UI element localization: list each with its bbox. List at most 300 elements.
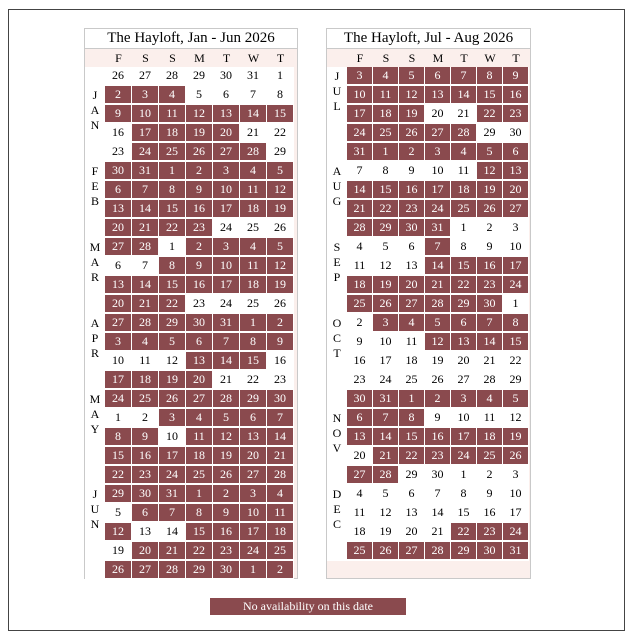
date-cell-unavailable[interactable]: 30 — [105, 162, 132, 181]
date-cell-unavailable[interactable]: 24 — [503, 523, 529, 542]
date-cell-available[interactable]: 23 — [186, 295, 213, 314]
date-cell-available[interactable]: 10 — [105, 352, 132, 371]
date-cell-unavailable[interactable]: 19 — [399, 105, 425, 124]
date-cell-unavailable[interactable]: 18 — [451, 181, 477, 200]
date-cell-unavailable[interactable]: 15 — [186, 523, 213, 542]
date-cell-unavailable[interactable]: 1 — [240, 561, 267, 580]
date-cell-unavailable[interactable]: 3 — [451, 390, 477, 409]
date-cell-unavailable[interactable]: 6 — [132, 504, 159, 523]
date-cell-available[interactable]: 21 — [451, 105, 477, 124]
date-cell-unavailable[interactable]: 31 — [347, 143, 373, 162]
date-cell-unavailable[interactable]: 12 — [213, 428, 240, 447]
date-cell-unavailable[interactable]: 26 — [373, 295, 399, 314]
date-cell-unavailable[interactable]: 2 — [213, 485, 240, 504]
date-cell-unavailable[interactable]: 14 — [373, 428, 399, 447]
date-cell-unavailable[interactable]: 20 — [399, 276, 425, 295]
date-cell-unavailable[interactable]: 31 — [132, 162, 159, 181]
date-cell-unavailable[interactable]: 15 — [373, 181, 399, 200]
date-cell-unavailable[interactable]: 5 — [503, 390, 529, 409]
date-cell-unavailable[interactable]: 14 — [132, 276, 159, 295]
date-cell-available[interactable]: 20 — [347, 447, 373, 466]
date-cell-available[interactable]: 10 — [451, 409, 477, 428]
date-cell-unavailable[interactable]: 13 — [503, 162, 529, 181]
date-cell-unavailable[interactable]: 12 — [267, 181, 294, 200]
date-cell-unavailable[interactable]: 9 — [132, 428, 159, 447]
date-cell-unavailable[interactable]: 9 — [186, 181, 213, 200]
date-cell-available[interactable]: 9 — [477, 238, 503, 257]
date-cell-unavailable[interactable]: 16 — [132, 447, 159, 466]
date-cell-available[interactable]: 9 — [425, 409, 451, 428]
date-cell-available[interactable]: 14 — [425, 504, 451, 523]
date-cell-unavailable[interactable]: 19 — [186, 124, 213, 143]
date-cell-available[interactable]: 16 — [267, 352, 294, 371]
date-cell-unavailable[interactable]: 12 — [267, 257, 294, 276]
date-cell-unavailable[interactable]: 26 — [477, 200, 503, 219]
date-cell-unavailable[interactable]: 2 — [425, 390, 451, 409]
date-cell-unavailable[interactable]: 20 — [240, 447, 267, 466]
date-cell-unavailable[interactable]: 7 — [425, 238, 451, 257]
date-cell-available[interactable]: 10 — [425, 162, 451, 181]
date-cell-unavailable[interactable]: 28 — [132, 238, 159, 257]
date-cell-unavailable[interactable]: 30 — [132, 485, 159, 504]
date-cell-unavailable[interactable]: 24 — [503, 276, 529, 295]
date-cell-unavailable[interactable]: 13 — [105, 276, 132, 295]
date-cell-unavailable[interactable]: 21 — [373, 447, 399, 466]
date-cell-unavailable[interactable]: 28 — [451, 124, 477, 143]
date-cell-unavailable[interactable]: 14 — [451, 86, 477, 105]
date-cell-unavailable[interactable]: 17 — [451, 428, 477, 447]
date-cell-unavailable[interactable]: 18 — [477, 428, 503, 447]
date-cell-unavailable[interactable]: 11 — [159, 105, 186, 124]
date-cell-available[interactable]: 7 — [132, 257, 159, 276]
date-cell-available[interactable]: 12 — [373, 504, 399, 523]
date-cell-unavailable[interactable]: 20 — [503, 181, 529, 200]
date-cell-unavailable[interactable]: 16 — [213, 523, 240, 542]
date-cell-unavailable[interactable]: 30 — [477, 295, 503, 314]
date-cell-available[interactable]: 5 — [373, 238, 399, 257]
date-cell-unavailable[interactable]: 18 — [186, 447, 213, 466]
date-cell-unavailable[interactable]: 19 — [477, 181, 503, 200]
date-cell-unavailable[interactable]: 27 — [105, 238, 132, 257]
date-cell-unavailable[interactable]: 20 — [213, 124, 240, 143]
date-cell-unavailable[interactable]: 4 — [159, 86, 186, 105]
date-cell-available[interactable]: 21 — [477, 352, 503, 371]
date-cell-unavailable[interactable]: 14 — [240, 105, 267, 124]
date-cell-unavailable[interactable]: 21 — [347, 200, 373, 219]
date-cell-available[interactable]: 10 — [159, 428, 186, 447]
date-cell-available[interactable]: 2 — [477, 219, 503, 238]
date-cell-unavailable[interactable]: 21 — [132, 219, 159, 238]
date-cell-unavailable[interactable]: 2 — [105, 86, 132, 105]
date-cell-unavailable[interactable]: 4 — [186, 409, 213, 428]
date-cell-available[interactable]: 9 — [399, 162, 425, 181]
date-cell-unavailable[interactable]: 5 — [425, 314, 451, 333]
date-cell-unavailable[interactable]: 23 — [477, 523, 503, 542]
date-cell-available[interactable]: 28 — [477, 371, 503, 390]
date-cell-available[interactable]: 8 — [373, 162, 399, 181]
date-cell-available[interactable]: 20 — [451, 352, 477, 371]
date-cell-available[interactable]: 29 — [503, 371, 529, 390]
date-cell-unavailable[interactable]: 9 — [213, 504, 240, 523]
date-cell-unavailable[interactable]: 17 — [213, 200, 240, 219]
date-cell-unavailable[interactable]: 10 — [240, 504, 267, 523]
date-cell-unavailable[interactable]: 21 — [425, 276, 451, 295]
date-cell-unavailable[interactable]: 29 — [240, 390, 267, 409]
date-cell-available[interactable]: 13 — [399, 504, 425, 523]
date-cell-unavailable[interactable]: 25 — [477, 447, 503, 466]
date-cell-unavailable[interactable]: 6 — [105, 181, 132, 200]
date-cell-unavailable[interactable]: 28 — [159, 561, 186, 580]
date-cell-available[interactable]: 1 — [267, 67, 294, 86]
date-cell-unavailable[interactable]: 25 — [373, 124, 399, 143]
date-cell-available[interactable]: 5 — [186, 86, 213, 105]
date-cell-available[interactable]: 13 — [399, 257, 425, 276]
date-cell-unavailable[interactable]: 20 — [105, 219, 132, 238]
date-cell-available[interactable]: 21 — [425, 523, 451, 542]
date-cell-unavailable[interactable]: 11 — [267, 504, 294, 523]
date-cell-unavailable[interactable]: 26 — [159, 390, 186, 409]
date-cell-available[interactable]: 29 — [399, 466, 425, 485]
date-cell-unavailable[interactable]: 29 — [373, 219, 399, 238]
date-cell-available[interactable]: 16 — [105, 124, 132, 143]
date-cell-unavailable[interactable]: 23 — [425, 447, 451, 466]
date-cell-unavailable[interactable]: 25 — [267, 542, 294, 561]
date-cell-available[interactable]: 1 — [503, 295, 529, 314]
date-cell-unavailable[interactable]: 3 — [425, 143, 451, 162]
date-cell-unavailable[interactable]: 20 — [186, 371, 213, 390]
date-cell-unavailable[interactable]: 25 — [132, 390, 159, 409]
date-cell-unavailable[interactable]: 7 — [477, 314, 503, 333]
date-cell-unavailable[interactable]: 1 — [240, 314, 267, 333]
date-cell-unavailable[interactable]: 2 — [267, 561, 294, 580]
date-cell-available[interactable]: 27 — [132, 67, 159, 86]
date-cell-unavailable[interactable]: 24 — [159, 466, 186, 485]
date-cell-available[interactable]: 5 — [105, 504, 132, 523]
date-cell-unavailable[interactable]: 14 — [267, 428, 294, 447]
date-cell-unavailable[interactable]: 8 — [240, 333, 267, 352]
date-cell-unavailable[interactable]: 1 — [159, 162, 186, 181]
date-cell-unavailable[interactable]: 11 — [240, 181, 267, 200]
date-cell-available[interactable]: 19 — [425, 352, 451, 371]
date-cell-unavailable[interactable]: 12 — [399, 86, 425, 105]
date-cell-unavailable[interactable]: 10 — [213, 257, 240, 276]
date-cell-unavailable[interactable]: 17 — [159, 447, 186, 466]
date-cell-available[interactable]: 8 — [451, 238, 477, 257]
date-cell-unavailable[interactable]: 27 — [399, 295, 425, 314]
date-cell-available[interactable]: 29 — [186, 67, 213, 86]
date-cell-unavailable[interactable]: 22 — [477, 105, 503, 124]
date-cell-unavailable[interactable]: 29 — [186, 561, 213, 580]
date-cell-unavailable[interactable]: 13 — [213, 105, 240, 124]
date-cell-unavailable[interactable]: 30 — [267, 390, 294, 409]
date-cell-available[interactable]: 17 — [373, 352, 399, 371]
date-cell-unavailable[interactable]: 16 — [399, 181, 425, 200]
date-cell-unavailable[interactable]: 3 — [373, 314, 399, 333]
date-cell-unavailable[interactable]: 14 — [477, 333, 503, 352]
date-cell-available[interactable]: 30 — [503, 124, 529, 143]
date-cell-available[interactable]: 1 — [451, 219, 477, 238]
date-cell-unavailable[interactable]: 4 — [132, 333, 159, 352]
date-cell-unavailable[interactable]: 5 — [399, 67, 425, 86]
date-cell-unavailable[interactable]: 15 — [267, 105, 294, 124]
date-cell-unavailable[interactable]: 29 — [451, 295, 477, 314]
date-cell-unavailable[interactable]: 5 — [477, 143, 503, 162]
date-cell-unavailable[interactable]: 16 — [477, 257, 503, 276]
date-cell-unavailable[interactable]: 7 — [267, 409, 294, 428]
date-cell-unavailable[interactable]: 10 — [347, 86, 373, 105]
date-cell-unavailable[interactable]: 15 — [240, 352, 267, 371]
date-cell-available[interactable]: 21 — [240, 124, 267, 143]
date-cell-unavailable[interactable]: 14 — [347, 181, 373, 200]
date-cell-unavailable[interactable]: 8 — [186, 504, 213, 523]
date-cell-unavailable[interactable]: 15 — [451, 257, 477, 276]
date-cell-unavailable[interactable]: 23 — [132, 466, 159, 485]
date-cell-unavailable[interactable]: 9 — [186, 257, 213, 276]
date-cell-available[interactable]: 6 — [105, 257, 132, 276]
date-cell-unavailable[interactable]: 19 — [267, 276, 294, 295]
date-cell-available[interactable]: 2 — [347, 314, 373, 333]
date-cell-available[interactable]: 3 — [503, 219, 529, 238]
date-cell-unavailable[interactable]: 30 — [186, 314, 213, 333]
date-cell-unavailable[interactable]: 2 — [186, 238, 213, 257]
date-cell-unavailable[interactable]: 14 — [132, 200, 159, 219]
date-cell-unavailable[interactable]: 23 — [399, 200, 425, 219]
date-cell-available[interactable]: 16 — [347, 352, 373, 371]
date-cell-unavailable[interactable]: 8 — [159, 181, 186, 200]
date-cell-unavailable[interactable]: 19 — [267, 200, 294, 219]
date-cell-available[interactable]: 10 — [503, 485, 529, 504]
date-cell-unavailable[interactable]: 9 — [105, 105, 132, 124]
date-cell-unavailable[interactable]: 26 — [373, 542, 399, 561]
date-cell-available[interactable]: 26 — [425, 371, 451, 390]
date-cell-unavailable[interactable]: 28 — [425, 295, 451, 314]
date-cell-unavailable[interactable]: 15 — [399, 428, 425, 447]
date-cell-available[interactable]: 31 — [240, 67, 267, 86]
date-cell-unavailable[interactable]: 6 — [503, 143, 529, 162]
date-cell-unavailable[interactable]: 10 — [132, 105, 159, 124]
date-cell-unavailable[interactable]: 27 — [503, 200, 529, 219]
date-cell-available[interactable]: 25 — [399, 371, 425, 390]
date-cell-unavailable[interactable]: 5 — [159, 333, 186, 352]
date-cell-unavailable[interactable]: 10 — [213, 181, 240, 200]
date-cell-unavailable[interactable]: 19 — [213, 447, 240, 466]
date-cell-available[interactable]: 22 — [503, 352, 529, 371]
date-cell-unavailable[interactable]: 7 — [213, 333, 240, 352]
date-cell-unavailable[interactable]: 25 — [451, 200, 477, 219]
date-cell-unavailable[interactable]: 8 — [399, 409, 425, 428]
date-cell-available[interactable]: 19 — [373, 523, 399, 542]
date-cell-unavailable[interactable]: 24 — [240, 542, 267, 561]
date-cell-available[interactable]: 2 — [132, 409, 159, 428]
date-cell-unavailable[interactable]: 1 — [373, 143, 399, 162]
date-cell-available[interactable]: 4 — [347, 485, 373, 504]
date-cell-unavailable[interactable]: 28 — [267, 466, 294, 485]
date-cell-unavailable[interactable]: 11 — [373, 86, 399, 105]
date-cell-unavailable[interactable]: 17 — [105, 371, 132, 390]
date-cell-unavailable[interactable]: 3 — [240, 485, 267, 504]
date-cell-available[interactable]: 1 — [105, 409, 132, 428]
date-cell-available[interactable]: 11 — [132, 352, 159, 371]
date-cell-unavailable[interactable]: 29 — [105, 485, 132, 504]
date-cell-unavailable[interactable]: 31 — [425, 219, 451, 238]
date-cell-unavailable[interactable]: 9 — [503, 67, 529, 86]
date-cell-unavailable[interactable]: 18 — [240, 276, 267, 295]
date-cell-unavailable[interactable]: 15 — [105, 447, 132, 466]
date-cell-available[interactable]: 9 — [477, 485, 503, 504]
date-cell-unavailable[interactable]: 13 — [451, 333, 477, 352]
date-cell-available[interactable]: 26 — [267, 295, 294, 314]
date-cell-unavailable[interactable]: 12 — [186, 105, 213, 124]
date-cell-unavailable[interactable]: 24 — [347, 124, 373, 143]
date-cell-available[interactable]: 20 — [399, 523, 425, 542]
date-cell-unavailable[interactable]: 25 — [159, 143, 186, 162]
date-cell-unavailable[interactable]: 16 — [503, 86, 529, 105]
date-cell-unavailable[interactable]: 17 — [240, 523, 267, 542]
date-cell-unavailable[interactable]: 3 — [159, 409, 186, 428]
date-cell-unavailable[interactable]: 20 — [105, 295, 132, 314]
date-cell-unavailable[interactable]: 30 — [213, 561, 240, 580]
date-cell-unavailable[interactable]: 4 — [240, 162, 267, 181]
date-cell-unavailable[interactable]: 17 — [213, 276, 240, 295]
date-cell-unavailable[interactable]: 15 — [159, 200, 186, 219]
date-cell-unavailable[interactable]: 16 — [186, 276, 213, 295]
date-cell-unavailable[interactable]: 8 — [105, 428, 132, 447]
date-cell-unavailable[interactable]: 17 — [132, 124, 159, 143]
date-cell-available[interactable]: 25 — [240, 219, 267, 238]
date-cell-unavailable[interactable]: 13 — [425, 86, 451, 105]
date-cell-available[interactable]: 16 — [477, 504, 503, 523]
date-cell-unavailable[interactable]: 13 — [105, 200, 132, 219]
date-cell-available[interactable]: 11 — [347, 504, 373, 523]
date-cell-unavailable[interactable]: 26 — [503, 447, 529, 466]
date-cell-available[interactable]: 29 — [267, 143, 294, 162]
date-cell-unavailable[interactable]: 18 — [347, 276, 373, 295]
date-cell-unavailable[interactable]: 12 — [477, 162, 503, 181]
date-cell-unavailable[interactable]: 27 — [132, 561, 159, 580]
date-cell-unavailable[interactable]: 14 — [213, 352, 240, 371]
date-cell-available[interactable]: 8 — [451, 485, 477, 504]
date-cell-unavailable[interactable]: 25 — [347, 295, 373, 314]
date-cell-unavailable[interactable]: 28 — [213, 390, 240, 409]
date-cell-unavailable[interactable]: 1 — [186, 485, 213, 504]
date-cell-unavailable[interactable]: 31 — [503, 542, 529, 561]
date-cell-available[interactable]: 10 — [373, 333, 399, 352]
date-cell-unavailable[interactable]: 18 — [373, 105, 399, 124]
date-cell-unavailable[interactable]: 6 — [186, 333, 213, 352]
date-cell-unavailable[interactable]: 9 — [267, 333, 294, 352]
date-cell-unavailable[interactable]: 8 — [159, 257, 186, 276]
date-cell-unavailable[interactable]: 22 — [159, 295, 186, 314]
date-cell-available[interactable]: 8 — [267, 86, 294, 105]
date-cell-unavailable[interactable]: 15 — [477, 86, 503, 105]
date-cell-available[interactable]: 11 — [399, 333, 425, 352]
date-cell-available[interactable]: 11 — [451, 162, 477, 181]
date-cell-available[interactable]: 7 — [240, 86, 267, 105]
date-cell-available[interactable]: 23 — [347, 371, 373, 390]
date-cell-unavailable[interactable]: 20 — [132, 542, 159, 561]
date-cell-available[interactable]: 24 — [213, 295, 240, 314]
date-cell-unavailable[interactable]: 29 — [159, 314, 186, 333]
date-cell-unavailable[interactable]: 31 — [159, 485, 186, 504]
date-cell-unavailable[interactable]: 23 — [503, 105, 529, 124]
date-cell-unavailable[interactable]: 29 — [451, 542, 477, 561]
date-cell-unavailable[interactable]: 24 — [425, 200, 451, 219]
date-cell-available[interactable]: 18 — [399, 352, 425, 371]
date-cell-available[interactable]: 30 — [425, 466, 451, 485]
date-cell-available[interactable]: 5 — [373, 485, 399, 504]
date-cell-unavailable[interactable]: 21 — [267, 447, 294, 466]
date-cell-available[interactable]: 10 — [503, 238, 529, 257]
date-cell-available[interactable]: 23 — [267, 371, 294, 390]
date-cell-available[interactable]: 12 — [373, 257, 399, 276]
date-cell-available[interactable]: 6 — [213, 86, 240, 105]
date-cell-unavailable[interactable]: 8 — [477, 67, 503, 86]
date-cell-unavailable[interactable]: 27 — [347, 466, 373, 485]
date-cell-unavailable[interactable]: 27 — [105, 314, 132, 333]
date-cell-unavailable[interactable]: 22 — [186, 542, 213, 561]
date-cell-available[interactable]: 12 — [159, 352, 186, 371]
date-cell-available[interactable]: 21 — [213, 371, 240, 390]
date-cell-available[interactable]: 28 — [159, 67, 186, 86]
date-cell-unavailable[interactable]: 23 — [213, 542, 240, 561]
date-cell-available[interactable]: 19 — [105, 542, 132, 561]
date-cell-available[interactable]: 15 — [451, 504, 477, 523]
date-cell-unavailable[interactable]: 22 — [373, 200, 399, 219]
date-cell-unavailable[interactable]: 12 — [105, 523, 132, 542]
date-cell-unavailable[interactable]: 30 — [477, 542, 503, 561]
date-cell-unavailable[interactable]: 3 — [213, 162, 240, 181]
date-cell-available[interactable]: 1 — [159, 238, 186, 257]
date-cell-unavailable[interactable]: 28 — [425, 542, 451, 561]
date-cell-unavailable[interactable]: 22 — [451, 523, 477, 542]
date-cell-unavailable[interactable]: 11 — [186, 428, 213, 447]
date-cell-unavailable[interactable]: 4 — [451, 143, 477, 162]
date-cell-unavailable[interactable]: 17 — [347, 105, 373, 124]
date-cell-unavailable[interactable]: 18 — [240, 200, 267, 219]
date-cell-available[interactable]: 2 — [477, 466, 503, 485]
date-cell-unavailable[interactable]: 23 — [186, 219, 213, 238]
date-cell-unavailable[interactable]: 27 — [399, 542, 425, 561]
date-cell-unavailable[interactable]: 7 — [132, 181, 159, 200]
date-cell-unavailable[interactable]: 7 — [159, 504, 186, 523]
date-cell-unavailable[interactable]: 22 — [159, 219, 186, 238]
date-cell-available[interactable]: 7 — [425, 485, 451, 504]
date-cell-available[interactable]: 12 — [503, 409, 529, 428]
date-cell-available[interactable]: 9 — [347, 333, 373, 352]
date-cell-available[interactable]: 24 — [373, 371, 399, 390]
date-cell-unavailable[interactable]: 11 — [240, 257, 267, 276]
date-cell-available[interactable]: 22 — [240, 371, 267, 390]
date-cell-unavailable[interactable]: 23 — [477, 276, 503, 295]
date-cell-unavailable[interactable]: 19 — [373, 276, 399, 295]
date-cell-unavailable[interactable]: 17 — [425, 181, 451, 200]
date-cell-unavailable[interactable]: 28 — [347, 219, 373, 238]
date-cell-available[interactable]: 23 — [105, 143, 132, 162]
date-cell-unavailable[interactable]: 4 — [477, 390, 503, 409]
date-cell-unavailable[interactable]: 3 — [347, 67, 373, 86]
date-cell-unavailable[interactable]: 1 — [399, 390, 425, 409]
date-cell-available[interactable]: 1 — [451, 466, 477, 485]
date-cell-unavailable[interactable]: 22 — [399, 447, 425, 466]
date-cell-unavailable[interactable]: 4 — [267, 485, 294, 504]
date-cell-unavailable[interactable]: 18 — [159, 124, 186, 143]
date-cell-unavailable[interactable]: 22 — [451, 276, 477, 295]
date-cell-unavailable[interactable]: 27 — [240, 466, 267, 485]
date-cell-available[interactable]: 27 — [451, 371, 477, 390]
date-cell-unavailable[interactable]: 8 — [503, 314, 529, 333]
date-cell-unavailable[interactable]: 24 — [451, 447, 477, 466]
date-cell-unavailable[interactable]: 31 — [373, 390, 399, 409]
